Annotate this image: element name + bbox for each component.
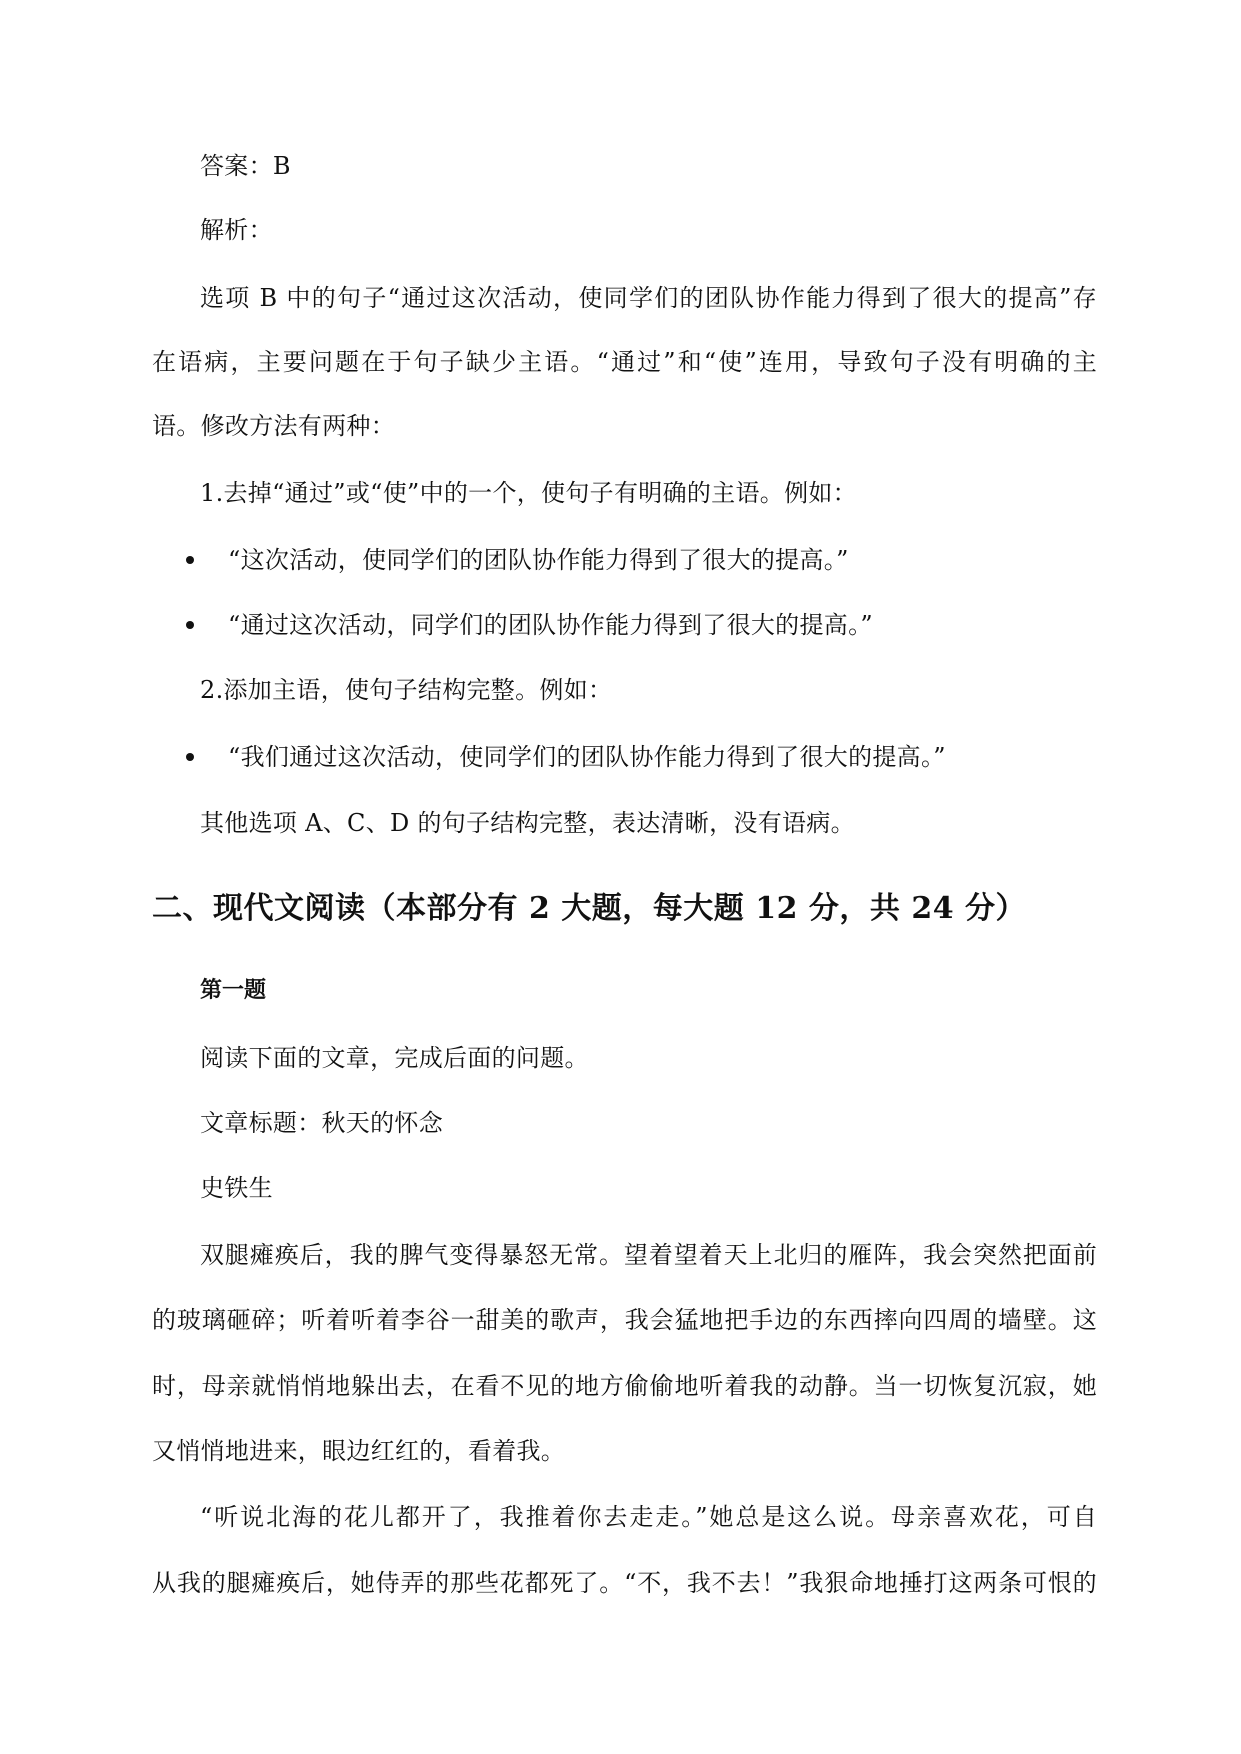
article-para1-line-2: 的玻璃砸碎；听着听着李谷一甜美的歌声，我会猛地把手边的东西摔向四周的墙壁。这: [152, 1306, 1097, 1334]
other-options-note: 其他选项 A、C、D 的句子结构完整，表达清晰，没有语病。: [200, 809, 855, 837]
question-title: 第一题: [200, 977, 267, 1003]
article-author: 史铁生: [200, 1174, 273, 1202]
method-2: 2.添加主语，使句子结构完整。例如：: [200, 676, 613, 704]
explanation-line-1: 选项 B 中的句子“通过这次活动，使同学们的团队协作能力得到了很大的提高”存: [200, 284, 1097, 312]
explanation-line-3: 语。修改方法有两种：: [152, 412, 395, 440]
bullet-icon: [186, 753, 194, 761]
section-heading: 二、现代文阅读（本部分有 2 大题，每大题 12 分，共 24 分）: [152, 891, 1027, 926]
article-para2-line-2: 从我的腿瘫痪后，她侍弄的那些花都死了。“不，我不去！”我狠命地捶打这两条可恨的: [152, 1569, 1097, 1597]
article-para1-line-4: 又悄悄地进来，眼边红红的，看着我。: [152, 1437, 566, 1465]
bullet-icon: [186, 621, 194, 629]
article-para1-line-3: 时，母亲就悄悄地躲出去，在看不见的地方偷偷地听着我的动静。当一切恢复沉寂，她: [152, 1372, 1097, 1400]
method-2-example-1: “我们通过这次活动，使同学们的团队协作能力得到了很大的提高。”: [228, 743, 946, 771]
explanation-line-2: 在语病，主要问题在于句子缺少主语。“通过”和“使”连用，导致句子没有明确的主: [152, 348, 1097, 376]
article-title: 文章标题：秋天的怀念: [200, 1109, 443, 1137]
reading-instruction: 阅读下面的文章，完成后面的问题。: [200, 1044, 589, 1072]
method-1: 1.去掉“通过”或“使”中的一个，使句子有明确的主语。例如：: [200, 479, 857, 507]
method-1-example-2: “通过这次活动，同学们的团队协作能力得到了很大的提高。”: [228, 611, 873, 639]
answer-line: 答案：B: [200, 152, 291, 180]
article-para1-line-1: 双腿瘫痪后，我的脾气变得暴怒无常。望着望着天上北归的雁阵，我会突然把面前: [200, 1241, 1097, 1269]
bullet-icon: [186, 556, 194, 564]
analysis-label: 解析：: [200, 216, 273, 244]
method-1-example-1: “这次活动，使同学们的团队协作能力得到了很大的提高。”: [228, 546, 849, 574]
article-para2-line-1: “听说北海的花儿都开了，我推着你去走走。”她总是这么说。母亲喜欢花，可自: [200, 1503, 1097, 1531]
